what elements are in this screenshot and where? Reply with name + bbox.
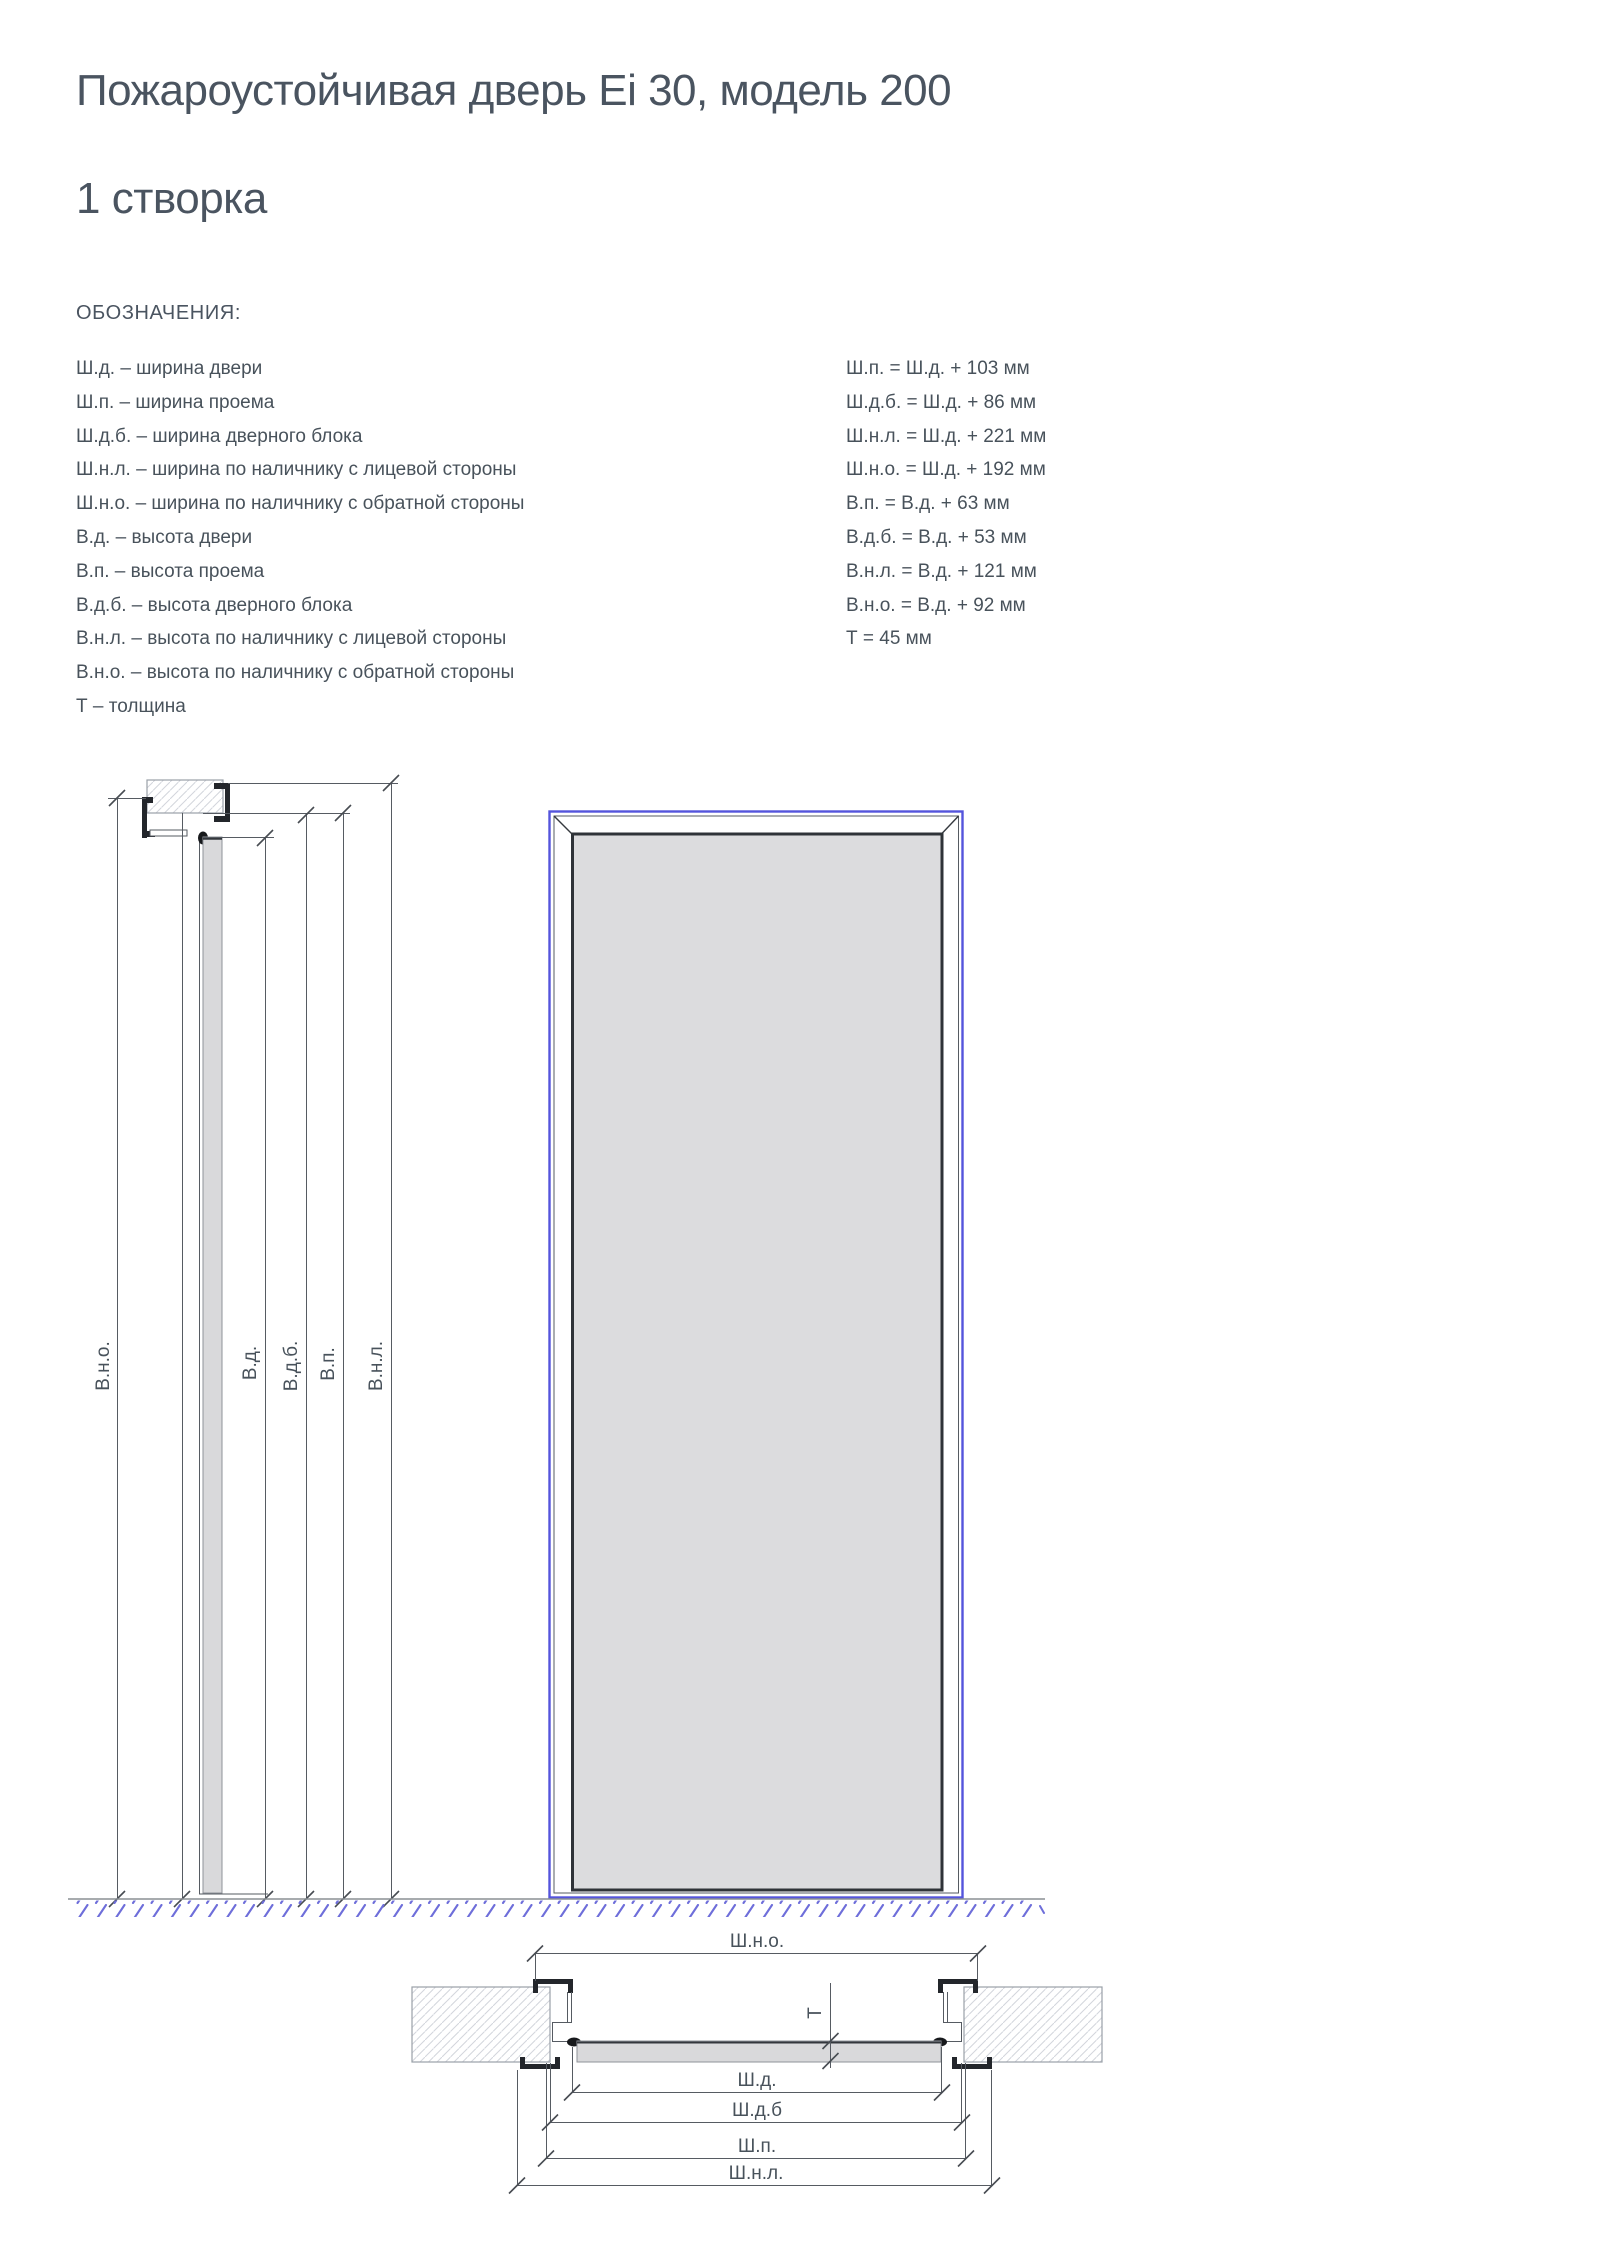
legend-item: В.н.о. – высота по наличнику с обратной стороны [76,662,515,684]
ground [68,1899,1045,1917]
legend-heading: ОБОЗНАЧЕНИЯ: [76,302,242,324]
wall-lintel-section [147,780,223,813]
legend-formula: Ш.п. = Ш.д. + 103 мм [846,358,1030,379]
dim-label-vd: В.д. [240,1345,261,1381]
dim-label-shno: Ш.н.о. [729,1931,785,1952]
door-leaf-plan [577,2041,941,2062]
frame-jamb-left [552,1992,577,2042]
legend-formula: В.д.б. = В.д. + 53 мм [846,526,1027,548]
ground-hatch-end-mark [1040,1906,1044,1913]
frame-jamb-right [937,1992,962,2042]
legend-formula: В.н.л. = В.д. + 121 мм [846,560,1037,582]
legend-formula: В.п. = В.д. + 63 мм [846,493,1010,515]
dim-label-vp: В.п. [318,1347,339,1381]
legend-item: В.д.б. – высота дверного блока [76,594,353,616]
legend-item: Ш.д. – ширина двери [76,358,263,379]
legend-formula: В.н.о. = В.д. + 92 мм [846,594,1026,616]
wall-right-section [964,1987,1102,2062]
wall-left-section [412,1987,550,2062]
door-leaf-panel [573,834,943,1890]
legend-item: Ш.п. – ширина проема [76,391,275,413]
legend-formula: Ш.н.л. = Ш.д. + 221 мм [846,425,1047,447]
height-dimension-ticks [109,775,399,1907]
legend-formula: Ш.н.о. = Ш.д. + 192 мм [846,459,1046,481]
dim-label-t: Т [805,2007,826,2019]
door-elevation-view [550,812,963,1898]
legend-item: Ш.д.б. – ширина дверного блока [76,425,363,447]
dim-label-shdb: Ш.д.б [732,2100,782,2121]
page-title-line1: Пожароустойчивая дверь Ei 30, модель 200 [76,66,952,115]
dim-label-shnl: Ш.н.л. [728,2163,784,2184]
legend-formula: Ш.д.б. = Ш.д. + 86 мм [846,391,1037,413]
dim-label-shp: Ш.п. [737,2136,777,2157]
ground-hatch [70,1901,1036,1918]
casing-strip [150,830,187,836]
legend-item: Ш.н.л. – ширина по наличнику с лицевой стороны [76,459,517,481]
legend-item: В.п. – высота проема [76,560,265,582]
dim-label-shd: Ш.д. [737,2070,777,2091]
height-dimension-lines [108,783,398,1899]
casing-miter-left [554,816,573,835]
legend-formula: Т = 45 мм [846,628,932,650]
legend-item: В.д. – высота двери [76,526,253,548]
dim-label-vnl: В.н.л. [366,1340,387,1392]
legend-item: Ш.н.о. – ширина по наличнику с обратной стороны [76,493,525,515]
side-section-view [108,775,399,1907]
casing-miter-right [941,816,959,835]
door-leaf-side [203,837,222,1893]
legend-item: Т – толщина [76,695,186,717]
page-title-line2: 1 створка [76,174,267,223]
dim-label-vdb: В.д.б. [281,1340,302,1392]
dim-label-vno: В.н.о. [93,1341,114,1391]
legend-item: В.н.л. – высота по наличнику с лицевой стороны [76,628,507,650]
